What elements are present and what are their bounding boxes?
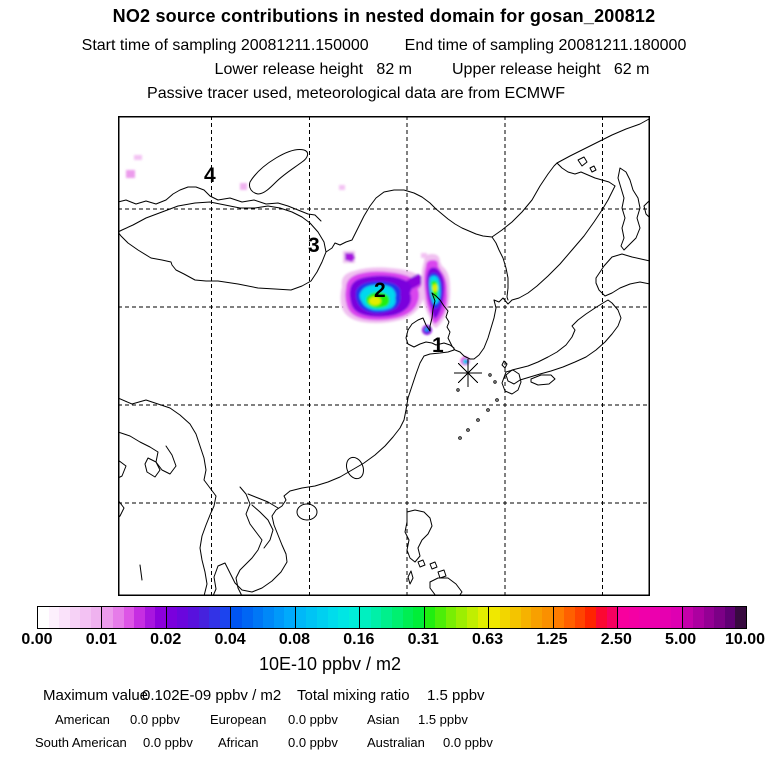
plume-layer <box>126 155 470 366</box>
source-number-label: 2 <box>374 279 386 302</box>
colorbar-cell <box>435 607 446 628</box>
colorbar-cell <box>371 607 382 628</box>
colorbar-cell <box>167 607 178 628</box>
colorbar-cell <box>500 607 511 628</box>
region-value-asian: 1.5 ppbv <box>418 712 468 727</box>
colorbar-cell <box>693 607 704 628</box>
colorbar-cell <box>49 607 60 628</box>
colorbar-segment <box>167 607 231 628</box>
colorbar-cell <box>425 607 436 628</box>
colorbar-cell <box>467 607 478 628</box>
map-panel <box>118 116 650 596</box>
colorbar-segment <box>554 607 618 628</box>
colorbar-cell <box>714 607 725 628</box>
max-value-text: 0.102E-09 ppbv / m2 <box>142 687 282 704</box>
colorbar-cell <box>596 607 607 628</box>
colorbar-segment <box>38 607 102 628</box>
region-label-asian: Asian <box>367 712 400 727</box>
colorbar <box>37 606 747 629</box>
colorbar-cell <box>403 607 414 628</box>
page-title: NO2 source contributions in nested domain for gosan_200812 <box>112 6 656 26</box>
colorbar-cell <box>209 607 220 628</box>
colorbar-segment <box>360 607 424 628</box>
colorbar-cell <box>456 607 467 628</box>
receptor-star <box>454 359 482 387</box>
colorbar-cell <box>263 607 274 628</box>
map-border <box>119 117 650 596</box>
sampling-times-line <box>82 37 687 55</box>
colorbar-segment <box>683 607 746 628</box>
colorbar-tick-label: 0.02 <box>150 631 182 648</box>
colorbar-segment <box>102 607 166 628</box>
colorbar-cell <box>338 607 349 628</box>
colorbar-cell <box>446 607 457 628</box>
colorbar-tick-label: 0.16 <box>343 631 375 648</box>
region-label-african: African <box>218 735 259 750</box>
colorbar-cell <box>413 607 424 628</box>
source-number-label: 4 <box>204 164 216 187</box>
colorbar-cell <box>489 607 500 628</box>
colorbar-cell <box>177 607 188 628</box>
colorbar-cell <box>381 607 392 628</box>
colorbar-cell <box>242 607 253 628</box>
release-heights-line <box>215 61 650 79</box>
colorbar-cell <box>585 607 596 628</box>
colorbar-cell <box>683 607 694 628</box>
colorbar-cell <box>531 607 542 628</box>
colorbar-segment <box>489 607 553 628</box>
source-number-label: 3 <box>308 234 320 257</box>
colorbar-cell <box>231 607 242 628</box>
colorbar-cell <box>274 607 285 628</box>
colorbar-cell <box>639 607 650 628</box>
colorbar-segment <box>296 607 360 628</box>
plume-speck <box>134 155 142 160</box>
colorbar-cell <box>704 607 715 628</box>
colorbar-cell <box>360 607 371 628</box>
colorbar-cell <box>671 607 682 628</box>
colorbar-cell <box>199 607 210 628</box>
colorbar-cell <box>91 607 102 628</box>
region-value-australian: 0.0 ppbv <box>443 735 493 750</box>
colorbar-cell <box>253 607 264 628</box>
colorbar-cell <box>70 607 81 628</box>
colorbar-cell <box>134 607 145 628</box>
colorbar-cell <box>284 607 295 628</box>
colorbar-cell <box>306 607 317 628</box>
region-value-european: 0.0 ppbv <box>288 712 338 727</box>
colorbar-segment <box>618 607 682 628</box>
map-source-labels <box>204 164 444 357</box>
colorbar-cell <box>725 607 736 628</box>
region-value-american: 0.0 ppbv <box>130 712 180 727</box>
colorbar-cell <box>349 607 360 628</box>
colorbar-cell <box>660 607 671 628</box>
colorbar-tick-label: 10.00 <box>724 631 766 648</box>
colorbar-cell <box>80 607 91 628</box>
colorbar-cell <box>542 607 553 628</box>
colorbar-cell <box>392 607 403 628</box>
total-ratio-value: 1.5 ppbv <box>427 687 485 704</box>
colorbar-cell <box>510 607 521 628</box>
colorbar-units-label: 10E-10 ppbv / m2 <box>258 654 402 674</box>
region-label-south-american: South American <box>35 735 127 750</box>
colorbar-cell <box>188 607 199 628</box>
map-svg <box>118 116 650 596</box>
colorbar-tick-label: 0.04 <box>214 631 246 648</box>
colorbar-cell <box>650 607 661 628</box>
lower-release-text: Lower release height 82 m <box>214 61 412 78</box>
max-value-label: Maximum value <box>43 687 149 704</box>
colorbar-cell <box>317 607 328 628</box>
colorbar-cell <box>296 607 307 628</box>
colorbar-tick-label: 0.00 <box>21 631 53 648</box>
total-ratio-label: Total mixing ratio <box>297 687 410 704</box>
colorbar-cell <box>575 607 586 628</box>
colorbar-tick-label: 0.01 <box>85 631 117 648</box>
upper-release-text: Upper release height 62 m <box>452 61 650 78</box>
colorbar-cell <box>220 607 231 628</box>
colorbar-tick-label: 2.50 <box>600 631 632 648</box>
colorbar-tick-label: 0.08 <box>278 631 311 648</box>
colorbar-tick-label: 5.00 <box>665 631 697 648</box>
colorbar-tick-label: 0.31 <box>407 631 439 648</box>
colorbar-cell <box>102 607 113 628</box>
colorbar-cell <box>521 607 532 628</box>
colorbar-cell <box>478 607 489 628</box>
colorbar-tick-label: 0.63 <box>471 631 504 648</box>
colorbar-cell <box>607 607 618 628</box>
colorbar-cell <box>328 607 339 628</box>
region-value-african: 0.0 ppbv <box>288 735 338 750</box>
plume-speck <box>126 170 135 178</box>
source-number-label: 1 <box>432 334 444 357</box>
colorbar-cell <box>618 607 629 628</box>
colorbar-cell <box>59 607 70 628</box>
start-time-text: Start time of sampling 20081211.150000 <box>81 37 369 54</box>
colorbar-cell <box>554 607 565 628</box>
colorbar-cell <box>629 607 640 628</box>
coastlines <box>118 119 650 596</box>
region-value-south-american: 0.0 ppbv <box>143 735 193 750</box>
colorbar-cell <box>124 607 135 628</box>
plume-speck <box>339 185 345 190</box>
colorbar-cell <box>564 607 575 628</box>
colorbar-segment <box>231 607 295 628</box>
colorbar-tick-label: 1.25 <box>536 631 568 648</box>
colorbar-cell <box>113 607 124 628</box>
plume-speck <box>240 183 247 190</box>
colorbar-cell <box>735 607 746 628</box>
end-time-text: End time of sampling 20081211.180000 <box>404 37 687 54</box>
region-label-european: European <box>210 712 267 727</box>
region-label-american: American <box>55 712 110 727</box>
colorbar-cell <box>155 607 166 628</box>
colorbar-cell <box>38 607 49 628</box>
tracer-info-line: Passive tracer used, meteorological data are from ECMWF <box>147 85 565 102</box>
colorbar-cell <box>145 607 156 628</box>
region-label-australian: Australian <box>367 735 425 750</box>
colorbar-segment <box>425 607 489 628</box>
